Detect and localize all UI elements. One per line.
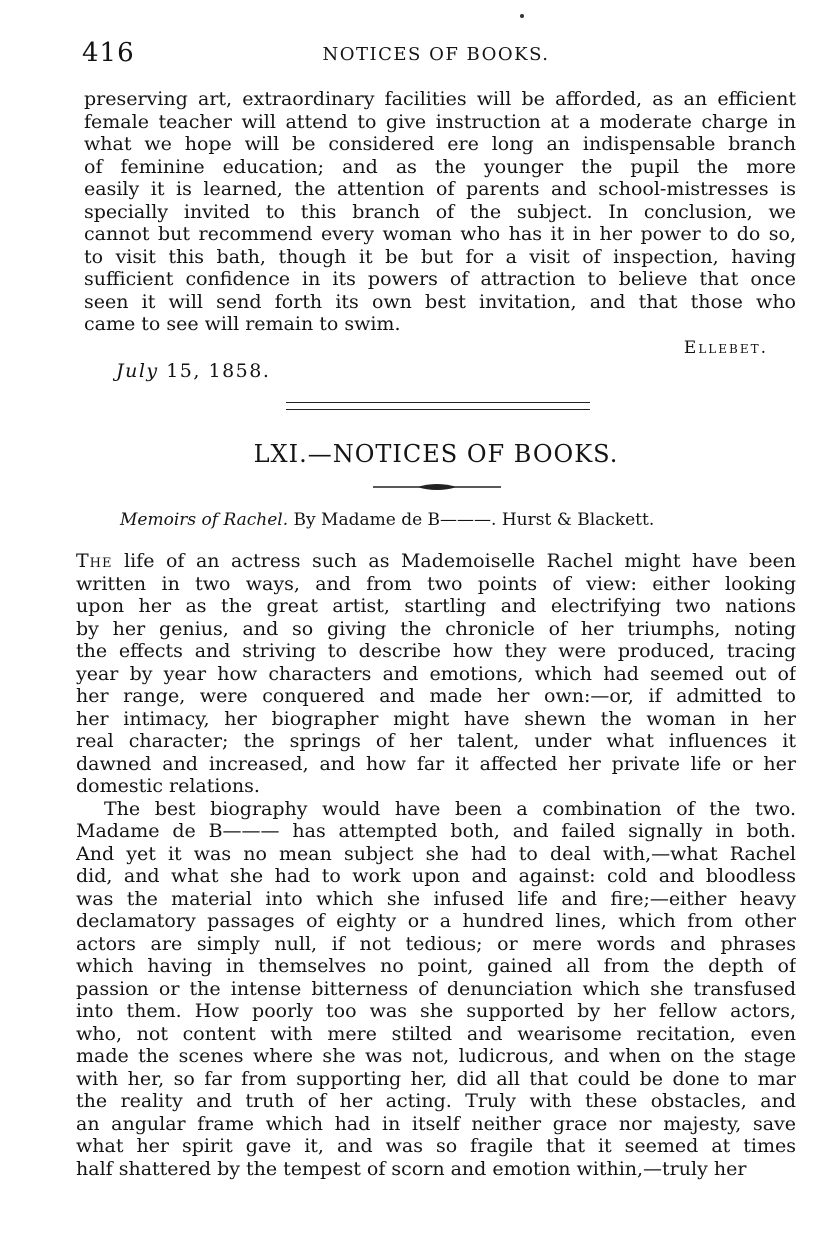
author-signature: Ellebet. bbox=[683, 338, 768, 358]
text-line: did, and what she had to work upon and against: cold and bloodless bbox=[76, 865, 796, 887]
text-line: The best biography would have been a combination of the two. bbox=[104, 797, 796, 820]
page-header bbox=[76, 38, 796, 68]
text-line: what we hope will be considered ere long an indispensable branch bbox=[84, 133, 796, 155]
text-line: sufficient confidence in its powers of attraction to believe that once bbox=[84, 268, 796, 290]
text-line: the reality and truth of her acting. Truly with these obstacles, and bbox=[76, 1090, 796, 1112]
text-line: into them. How poorly too was she supported by her fellow actors, bbox=[76, 1000, 796, 1022]
date-rest: 15, 1858. bbox=[166, 360, 271, 382]
text-line: easily it is learned, the attention of parents and school-mistresses is bbox=[84, 178, 796, 200]
review-text bbox=[76, 550, 796, 1180]
text-line: the effects and striving to describe how they were produced, tracing bbox=[76, 640, 796, 662]
text-line: her range, were conquered and made her own:—or, if admitted to bbox=[76, 685, 796, 707]
text-line: was the material into which she infused life and fire;—either heavy bbox=[76, 887, 796, 910]
book-details: By Madame de B———. Hurst & Blackett. bbox=[293, 510, 655, 530]
text-line: her intimacy, her biographer might have shewn the woman in her bbox=[76, 707, 796, 730]
ink-speck bbox=[520, 14, 524, 18]
text-line: came to see will remain to swim. bbox=[84, 313, 401, 335]
text-line: half shattered by the tempest of scorn and emotion within,—truly her bbox=[76, 1157, 747, 1180]
text-line: specially invited to this branch of the subject. In conclusion, we bbox=[84, 200, 796, 223]
book-title: Memoirs of Rachel. bbox=[120, 510, 289, 530]
text-line: upon her as the great artist, startling and electrifying two nations bbox=[76, 595, 796, 617]
previous-article-text bbox=[84, 88, 796, 336]
text-line: preserving art, extraordinary facilities will be afforded, as an efficient bbox=[84, 88, 796, 110]
book-citation bbox=[120, 510, 654, 530]
text-line: written in two ways, and from two points of view: either looking bbox=[76, 572, 796, 595]
text-line: to visit this bath, though it be but for a visit of inspection, having bbox=[84, 245, 796, 268]
text-line: cannot but recommend every woman who has it in her power to do so, bbox=[84, 223, 796, 245]
text-line: passion or the intense bitterness of denunciation which she transfused bbox=[76, 977, 796, 1000]
text-line: seen it will send forth its own best invitation, and that those who bbox=[84, 290, 796, 313]
date-month: July bbox=[116, 360, 159, 382]
ornament-rule bbox=[373, 480, 501, 494]
section-divider bbox=[286, 402, 590, 410]
section-title: LXI.—NOTICES OF BOOKS. bbox=[253, 440, 619, 468]
text-line: by her genius, and so giving the chronicle of her triumphs, noting bbox=[76, 617, 796, 640]
text-line: which having in themselves no point, gained all from the depth of bbox=[76, 955, 796, 977]
text-line: real character; the springs of her talent, under what influences it bbox=[76, 730, 796, 752]
running-title: NOTICES OF BOOKS. bbox=[322, 44, 550, 65]
text-line: Madame de B——— has attempted both, and failed signally in both. bbox=[76, 820, 796, 842]
dateline bbox=[116, 360, 270, 382]
text-line: And yet it was no mean subject she had to deal with,—what Rachel bbox=[76, 842, 796, 865]
text-line: year by year how characters and emotions, which had seemed out of bbox=[76, 662, 796, 685]
text-line: of feminine education; and as the younger the pupil the more bbox=[84, 155, 796, 178]
text-line bbox=[76, 550, 796, 573]
text-line: an angular frame which had in itself neither grace nor majesty, save bbox=[76, 1112, 796, 1135]
page-number: 416 bbox=[82, 38, 135, 68]
text-line: dawned and increased, and how far it affected her private life or her bbox=[76, 752, 796, 775]
text-line: what her spirit gave it, and was so fragile that it seemed at times bbox=[76, 1135, 796, 1157]
lead-word: The bbox=[76, 550, 113, 572]
text-line: domestic relations. bbox=[76, 775, 260, 797]
text-line: with her, so far from supporting her, did all that could be done to mar bbox=[76, 1067, 796, 1090]
text-line: declamatory passages of eighty or a hundred lines, which from other bbox=[76, 910, 796, 932]
text-line: actors are simply null, if not tedious; or mere words and phrases bbox=[76, 932, 796, 955]
text-line: made the scenes where she was not, ludicrous, and when on the stage bbox=[76, 1045, 796, 1067]
text-line: female teacher will attend to give instruction at a moderate charge in bbox=[84, 110, 796, 133]
lead-line-rest: life of an actress such as Mademoiselle Rachel might have been bbox=[112, 550, 796, 572]
text-line: who, not content with mere stilted and wearisome recitation, even bbox=[76, 1022, 796, 1045]
